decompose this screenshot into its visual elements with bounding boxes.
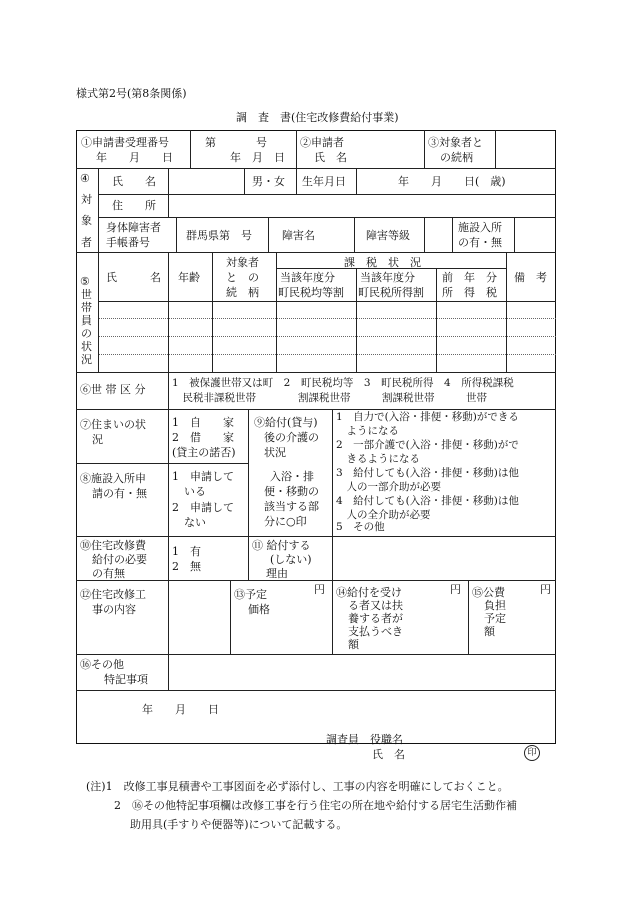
- tax-status-header: 課 税 状 況: [344, 256, 421, 269]
- housing-label: ⑦住まいの状: [80, 418, 146, 431]
- tax3-header-2: 所 得 税: [442, 286, 497, 299]
- address-label: 住 所: [112, 199, 156, 212]
- applicant-label: ②申請者: [300, 136, 344, 149]
- household-side-4: 員: [81, 314, 92, 327]
- birthdate-value: 年 月 日( 歳): [398, 175, 506, 188]
- reason-label-3: 理由: [266, 567, 288, 580]
- household-side-1: ⑤: [80, 275, 90, 288]
- surveyor-title-label: 調査員 役職名: [326, 733, 403, 746]
- facility-application-label-2: 請の有・無: [92, 487, 147, 500]
- subject-name-label: 氏 名: [112, 175, 156, 188]
- care-option-2: 2 一部介護で(入浴・排便・移動)がで: [336, 439, 519, 451]
- care-label-8: 分に○印: [264, 515, 307, 528]
- household-side-5: の: [81, 327, 92, 340]
- handbook-label: 身体障害者: [106, 221, 161, 234]
- tax1-header: 当該年度分: [280, 271, 335, 284]
- subject-side-2: 対: [81, 193, 92, 206]
- facility-label-2: の有・無: [458, 236, 502, 249]
- member-name-label: 氏 名: [106, 271, 161, 284]
- facility-not-applied: 2 申請して: [172, 501, 234, 514]
- work-content-label: ⑫住宅改修工: [80, 588, 146, 601]
- reason-label-1: ⑪ 給付する: [252, 539, 311, 552]
- number-date-label: 年 月 日: [230, 151, 285, 164]
- care-option-2b: きるようになる: [336, 453, 420, 465]
- subject-side-4: 者: [81, 236, 92, 249]
- payment-label-2: る者又は扶: [348, 599, 403, 612]
- form-number: 様式第2号(第8条関係): [76, 87, 187, 100]
- number-prefix: 第: [205, 136, 216, 149]
- facility-application-label: ⑧施設入所申: [80, 472, 146, 485]
- number-suffix: 号: [256, 136, 267, 149]
- care-option-3b: 人の一部介助が必要: [336, 481, 441, 493]
- surveyor-name-label: 氏 名: [372, 748, 405, 761]
- category-options: 1 被保護世帯又は町 2 町民税均等 3 町民税所得 4 所得税課税: [172, 377, 514, 389]
- relation-header: 対象者: [226, 256, 259, 269]
- price-label: ⑬予定: [234, 588, 267, 601]
- household-side-3: 帯: [81, 301, 92, 314]
- category-options-2: 民税非課税世帯 割課税世帯 割課税世帯 世帯: [172, 392, 487, 404]
- note-2: 2 ⑯その他特記事項欄は改修工事を行う住宅の所在地や給付する居宅生活動作補: [114, 799, 517, 812]
- category-label: ⑥世 帯 区 分: [80, 383, 146, 396]
- receipt-date-label: 年 月 日: [96, 151, 173, 164]
- necessity-label-1: ⑩住宅改修費: [80, 539, 146, 552]
- care-option-5: 5 その他: [336, 521, 385, 533]
- care-label-3: 状況: [264, 446, 286, 459]
- necessity-no: 2 無: [172, 560, 201, 573]
- age-label: 年齢: [178, 271, 200, 284]
- subject-side-1: ④: [80, 172, 90, 185]
- work-content-label-2: 事の内容: [92, 603, 136, 616]
- sign-date: 年 月 日: [142, 703, 219, 716]
- household-side-2: 世: [81, 288, 92, 301]
- necessity-yes: 1 有: [172, 545, 201, 558]
- housing-label-2: 況: [92, 433, 103, 446]
- care-label-7: 該当する部: [264, 500, 319, 513]
- other-label-2: 特記事項: [104, 673, 148, 686]
- price-label-2: 価格: [248, 603, 270, 616]
- sex-field: 男・女: [252, 175, 285, 188]
- care-label-2: 後の介護の: [264, 431, 319, 444]
- public-yen: 円: [540, 583, 551, 596]
- handbook-label-2: 手帳番号: [106, 236, 150, 249]
- payment-label-4: 支払うべき: [348, 625, 403, 638]
- care-option-4b: 人の全介助が必要: [336, 509, 431, 521]
- disability-name-label: 障害名: [282, 229, 315, 242]
- tax2-header: 当該年度分: [360, 271, 415, 284]
- payment-label-3: 養する者が: [348, 612, 403, 625]
- payment-label-1: ⑭給付を受け: [336, 586, 402, 599]
- facility-not-applied-2: ない: [184, 516, 206, 529]
- receipt-number-label: ①申請書受理番号: [81, 136, 169, 149]
- public-label-4: 額: [484, 625, 495, 638]
- note-1: (注)1 改修工事見積書や工事図面を必ず添付し、工事の内容を明確にしておくこと。: [86, 780, 509, 793]
- applicant-name-label: 氏 名: [314, 151, 347, 164]
- necessity-label-2: 給付の必要: [92, 553, 147, 566]
- seal-mark: 印: [524, 745, 540, 761]
- relation-header-3: 続 柄: [226, 286, 259, 299]
- remarks-header: 備 考: [514, 271, 547, 284]
- care-option-3: 3 給付しても(入浴・排便・移動)は他: [336, 467, 519, 479]
- tax3-header: 前 年 分: [442, 271, 497, 284]
- care-label-1: ⑨給付(貸与): [254, 416, 318, 429]
- facility-label: 施設入所: [458, 221, 502, 234]
- housing-lessor: (貸主の諾否): [172, 446, 236, 459]
- payment-yen: 円: [450, 583, 461, 596]
- public-label-1: ⑮公費: [472, 586, 505, 599]
- relation-label-2: の続柄: [440, 151, 473, 164]
- note-2-continued: 助用具(手すりや便器等)について記載する。: [130, 818, 348, 831]
- page-title: 調 査 書(住宅改修費給付事業): [236, 111, 399, 124]
- tax2-header-2: 町民税所得割: [358, 286, 424, 299]
- handbook-number: 群馬県第 号: [186, 229, 252, 242]
- reason-label-2: (しない): [270, 553, 312, 566]
- disability-grade-label: 障害等級: [366, 229, 410, 242]
- household-side-6: 状: [81, 340, 92, 353]
- care-label-6: 便・移動の: [264, 485, 319, 498]
- facility-applied: 1 申請して: [172, 470, 234, 483]
- public-label-2: 負担: [484, 599, 506, 612]
- price-yen: 円: [314, 583, 325, 596]
- household-side-7: 況: [81, 353, 92, 366]
- relation-header-2: と の: [226, 271, 259, 284]
- payment-label-5: 額: [348, 638, 359, 651]
- other-label: ⑯その他: [80, 658, 124, 671]
- relation-label: ③対象者と: [428, 136, 483, 149]
- necessity-label-3: の有無: [92, 567, 125, 580]
- tax1-header-2: 町民税均等割: [278, 286, 344, 299]
- facility-applied-2: いる: [184, 485, 206, 498]
- birthdate-label: 生年月日: [302, 175, 346, 188]
- housing-own: 1 自 家: [172, 416, 234, 429]
- care-option-1: 1 自力で(入浴・排便・移動)ができる: [336, 411, 519, 423]
- care-option-1b: ようになる: [336, 425, 399, 437]
- housing-rent: 2 借 家: [172, 431, 234, 444]
- public-label-3: 予定: [484, 612, 506, 625]
- care-option-4: 4 給付しても(入浴・排便・移動)は他: [336, 495, 519, 507]
- care-label-5: 入浴・排: [270, 470, 314, 483]
- subject-side-3: 象: [81, 214, 92, 227]
